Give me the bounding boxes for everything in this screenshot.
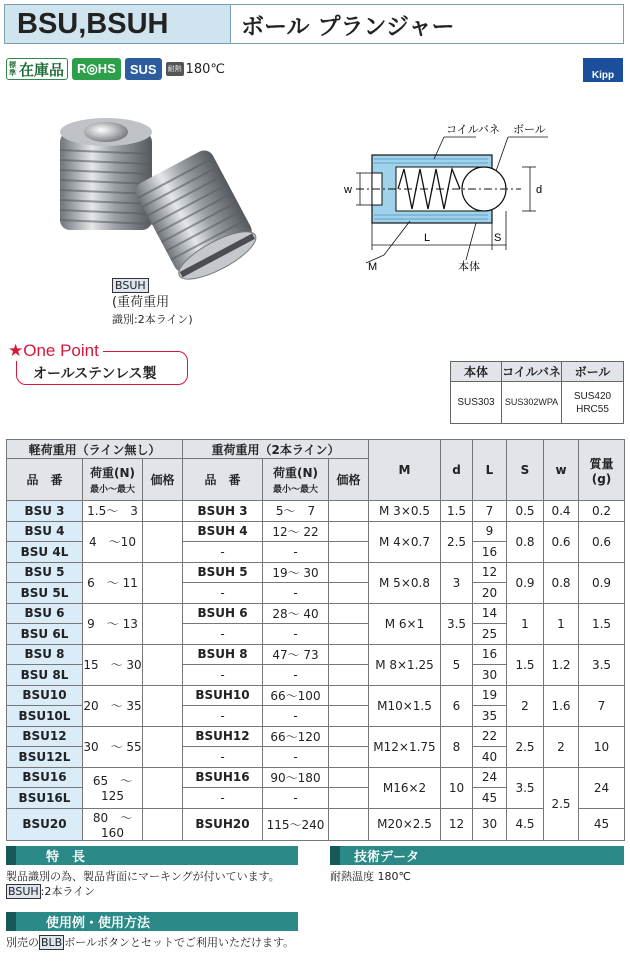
mass: 45 [579,808,625,840]
dimension-S: 4.5 [507,808,544,840]
dimension-w: 0.6 [544,521,579,562]
ball-label: ボール [513,124,546,136]
material-body: SUS303 [451,382,502,424]
material-header-body: 本体 [451,362,502,382]
one-point-title: ★One Point [8,341,103,361]
heavy-price [329,644,369,665]
heavy-price [329,747,369,768]
w-label: w [344,184,352,196]
light-part-number: BSU 5L [7,583,83,604]
heavy-part-number: - [183,583,263,604]
light-part-number: BSU10L [7,706,83,727]
badge-row [6,58,225,80]
col-light-load: 荷重(N) 最小～最大 [83,459,143,501]
dimension-w: 2.5 [544,767,579,840]
dimension-L: 19 [473,685,507,706]
heavy-load-range: - [263,624,329,645]
heavy-load-range: 90～180 [263,767,329,788]
product-code: BSU,BSUH [5,5,231,43]
features-text [6,869,280,899]
light-load-range: 80 ～160 [83,808,143,840]
usage-header [6,912,298,931]
heavy-load-range: - [263,542,329,563]
light-part-number: BSU 3 [7,501,83,522]
dimension-d: 3.5 [441,603,473,644]
heavy-load-range: 66～100 [263,685,329,706]
dimension-S: 3.5 [507,767,544,808]
section-marker [6,912,16,931]
light-price [143,644,183,685]
thread-size: M16×2 [369,767,441,808]
heavy-part-number: BSUH12 [183,726,263,747]
dimension-L: 40 [473,747,507,768]
light-part-number: BSU 6L [7,624,83,645]
dimension-S: 1 [507,603,544,644]
material-spring: SUS302WPA [502,382,562,424]
light-part-number: BSU12L [7,747,83,768]
heavy-load-range: 12～ 22 [263,521,329,542]
heavy-load-range: 47～ 73 [263,644,329,665]
thread-size: M 5×0.8 [369,562,441,603]
heavy-price [329,603,369,624]
light-load-range: 4 ～10 [83,521,143,562]
sus-badge: SUS [125,58,162,80]
heavy-load-range: 28～ 40 [263,603,329,624]
heavy-load-range: 5～ 7 [263,501,329,522]
thread-size: M 6×1 [369,603,441,644]
light-part-number: BSU 4 [7,521,83,542]
features-line2: BSUH :2本ライン [8,885,96,898]
table-row [7,603,625,624]
heavy-part-number: BSUH20 [183,808,263,840]
stock-badge-small: 標準 [9,61,16,77]
mass: 7 [579,685,625,726]
product-name: ボール プランジャー [241,13,455,40]
spec-table [6,439,625,841]
page-header [4,4,624,44]
one-point [8,341,157,382]
heavy-part-number: - [183,624,263,645]
tech-data-text: 耐熱温度 180℃ [330,870,411,883]
thread-size: M12×1.75 [369,726,441,767]
dimension-L: 14 [473,603,507,624]
dimension-L: 30 [473,808,507,840]
dimension-L: 22 [473,726,507,747]
section-marker [6,846,16,865]
stock-badge [6,58,68,80]
dimension-L: 7 [473,501,507,522]
heavy-load-range: - [263,788,329,809]
col-heavy-price: 価格 [329,459,369,501]
dimension-w: 0.4 [544,501,579,522]
L-label: L [424,232,431,244]
dimension-w: 1 [544,603,579,644]
light-load-range: 6 ～ 11 [83,562,143,603]
mass: 0.6 [579,521,625,562]
table-row [7,521,625,542]
table-row [7,808,625,840]
light-part-number: BSU 8 [7,644,83,665]
light-load-range: 9 ～ 13 [83,603,143,644]
materials-table [450,361,624,424]
kipp-logo: Kipp [583,58,623,82]
table-row [7,726,625,747]
dimension-w: 0.8 [544,562,579,603]
body-label: 本体 [458,261,480,273]
col-S: S [507,440,544,501]
light-price [143,767,183,808]
light-price [143,808,183,840]
light-part-number: BSU20 [7,808,83,840]
heavy-load-range: 66～120 [263,726,329,747]
thread-size: M 3×0.5 [369,501,441,522]
col-light-price: 価格 [143,459,183,501]
light-part-number: BSU 6 [7,603,83,624]
light-part-number: BSU16 [7,767,83,788]
stock-badge-label: 在庫品 [19,60,65,79]
mass: 24 [579,767,625,808]
dimension-L: 16 [473,644,507,665]
light-price [143,685,183,726]
light-price [143,501,183,522]
dimension-S: 0.5 [507,501,544,522]
col-M: M [369,440,441,501]
features-header [6,846,298,865]
light-price [143,521,183,562]
light-load-header: 軽荷重用（ライン無し） [7,440,183,459]
heavy-price [329,665,369,686]
dimension-d: 3 [441,562,473,603]
table-row [7,644,625,665]
dimension-S: 2.5 [507,726,544,767]
spec-table-body [7,501,625,841]
heavy-part-number: BSUH 6 [183,603,263,624]
usage-text: 別売の BLB ボールボタンとセットでご利用いただけます。 [6,936,295,949]
light-load-range: 30 ～ 55 [83,726,143,767]
heavy-part-number: - [183,706,263,727]
features-title: 特 長 [46,850,86,865]
heavy-price [329,501,369,522]
dimension-S: 0.9 [507,562,544,603]
dimension-L: 16 [473,542,507,563]
temperature-badge [166,58,225,80]
mass: 0.2 [579,501,625,522]
caption-line1: (重荷重用 [112,295,170,310]
mass: 10 [579,726,625,767]
heavy-part-number: - [183,542,263,563]
col-heavy-part: 品 番 [183,459,263,501]
heavy-price [329,583,369,604]
light-load-range: 15 ～ 30 [83,644,143,685]
heavy-price [329,788,369,809]
dimension-S: 1.5 [507,644,544,685]
dimension-L: 24 [473,767,507,788]
heavy-part-number: - [183,665,263,686]
one-point-text: オールステンレス製 [33,366,157,382]
light-load-range: 65 ～125 [83,767,143,808]
dimension-w: 2 [544,726,579,767]
col-light-part: 品 番 [7,459,83,501]
light-part-number: BSU12 [7,726,83,747]
dimension-S: 2 [507,685,544,726]
thread-size: M 4×0.7 [369,521,441,562]
dimension-L: 35 [473,706,507,727]
light-price [143,603,183,644]
M-label: M [368,261,378,273]
dimension-d: 5 [441,644,473,685]
technical-drawing [326,115,626,285]
light-part-number: BSU 5 [7,562,83,583]
heavy-load-range: - [263,665,329,686]
heavy-load-header: 重荷重用（2本ライン） [183,440,369,459]
heavy-load-range: 115～240 [263,808,329,840]
mass: 3.5 [579,644,625,685]
light-part-number: BSU10 [7,685,83,706]
product-photo [42,110,262,280]
heavy-price [329,767,369,788]
dimension-d: 8 [441,726,473,767]
table-row [7,685,625,706]
heavy-price [329,542,369,563]
heavy-price [329,726,369,747]
table-row [7,501,625,522]
dimension-S: 0.8 [507,521,544,562]
light-price [143,726,183,767]
table-row [7,562,625,583]
heavy-load-range: - [263,747,329,768]
mass: 1.5 [579,603,625,644]
col-heavy-load: 荷重(N) 最小～最大 [263,459,329,501]
tech-data-header [330,846,624,865]
heavy-price [329,521,369,542]
heavy-price [329,562,369,583]
col-mass: 質量 (g) [579,440,625,501]
mass: 0.9 [579,562,625,603]
heavy-price [329,706,369,727]
rohs-badge: R◎HS [72,58,121,80]
heavy-part-number: BSUH 8 [183,644,263,665]
heavy-part-number: BSUH16 [183,767,263,788]
heavy-load-range: 19～ 30 [263,562,329,583]
heavy-part-number: BSUH 5 [183,562,263,583]
S-label: S [494,232,502,244]
heavy-part-number: BSUH10 [183,685,263,706]
col-L: L [473,440,507,501]
dimension-w: 1.2 [544,644,579,685]
dimension-d: 1.5 [441,501,473,522]
heavy-price [329,685,369,706]
dimension-L: 45 [473,788,507,809]
plunger-rear [60,118,152,230]
heavy-part-number: - [183,747,263,768]
caption-line2: 識別:2本ライン) [112,313,193,326]
dimension-L: 20 [473,583,507,604]
thread-size: M 8×1.25 [369,644,441,685]
dimension-L: 9 [473,521,507,542]
material-ball: SUS420 HRC55 [562,382,624,424]
heavy-part-number: - [183,788,263,809]
heavy-part-number: BSUH 4 [183,521,263,542]
light-load-range: 1.5～ 3 [83,501,143,522]
heat-icon: 耐熱 [166,62,184,76]
temperature-value: 180℃ [185,61,225,77]
dimension-d: 2.5 [441,521,473,562]
material-header-spring: コイルバネ [502,362,562,382]
heavy-part-number: BSUH 3 [183,501,263,522]
usage-title: 使用例・使用方法 [46,916,151,931]
coil-spring-label: コイルバネ [446,124,500,136]
material-header-ball: ボール [562,362,624,382]
heavy-price [329,808,369,840]
light-part-number: BSU 8L [7,665,83,686]
dimension-L: 30 [473,665,507,686]
light-load-range: 20 ～ 35 [83,685,143,726]
photo-caption [112,277,193,328]
tech-data-title: 技術データ [354,850,420,865]
thread-size: M20×2.5 [369,808,441,840]
dimension-L: 25 [473,624,507,645]
caption-box: BSUH [112,278,149,293]
table-row [7,767,625,788]
d-label: d [536,184,543,196]
heavy-price [329,624,369,645]
col-d: d [441,440,473,501]
light-part-number: BSU16L [7,788,83,809]
features-line1: 製品識別の為、製品背面にマーキングが付いています。 [6,870,280,883]
dimension-L: 12 [473,562,507,583]
col-w: w [544,440,579,501]
dimension-d: 10 [441,767,473,808]
light-part-number: BSU 4L [7,542,83,563]
thread-size: M10×1.5 [369,685,441,726]
dimension-d: 6 [441,685,473,726]
heavy-load-range: - [263,706,329,727]
section-marker [330,846,340,865]
heavy-load-range: - [263,583,329,604]
dimension-d: 12 [441,808,473,840]
dimension-w: 1.6 [544,685,579,726]
light-price [143,562,183,603]
